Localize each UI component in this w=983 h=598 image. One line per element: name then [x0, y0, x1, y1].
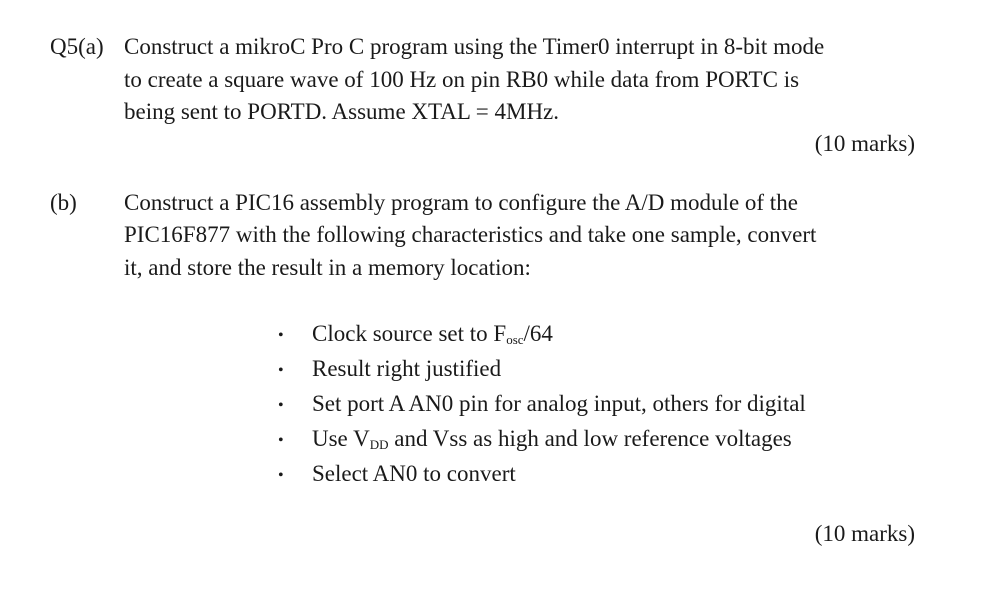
question-b-marks: (10 marks) — [814, 521, 915, 546]
question-a-line-2: to create a square wave of 100 Hz on pin RB0 while data from PORTC is — [124, 67, 800, 92]
question-a-line-1: Construct a mikroC Pro C program using the Timer0 interrupt in 8-bit mode — [124, 34, 825, 59]
question-a-marks: (10 marks) — [814, 131, 915, 156]
bullet-icon: • — [278, 467, 284, 484]
bullet-icon: • — [278, 327, 284, 344]
bullet-icon: • — [278, 362, 284, 379]
list-item-text: Clock source set to $F_{osc}/64$ — [312, 321, 553, 347]
list-item-text: Result right justified — [312, 356, 502, 381]
question-a-label: Q5(a) — [50, 34, 104, 59]
list-item-text: Set port A AN0 pin for analog input, others for digital — [312, 391, 806, 416]
bullet-icon: • — [278, 432, 284, 449]
question-a-line-3: being sent to PORTD. Assume XTAL = 4MHz. — [124, 99, 560, 124]
question-b-label: (b) — [50, 190, 77, 215]
bullet-icon: • — [278, 397, 284, 414]
question-b-line-2: PIC16F877 with the following characteristics and take one sample, convert — [124, 222, 817, 247]
question-b-line-3: it, and store the result in a memory location: — [124, 255, 531, 280]
list-item-text: Select AN0 to convert — [312, 461, 516, 486]
question-b-line-1: Construct a PIC16 assembly program to configure the A/D module of the — [124, 190, 798, 215]
list-item-text: Use $V_{DD}$ and Vss as high and low reference voltages — [312, 426, 792, 452]
